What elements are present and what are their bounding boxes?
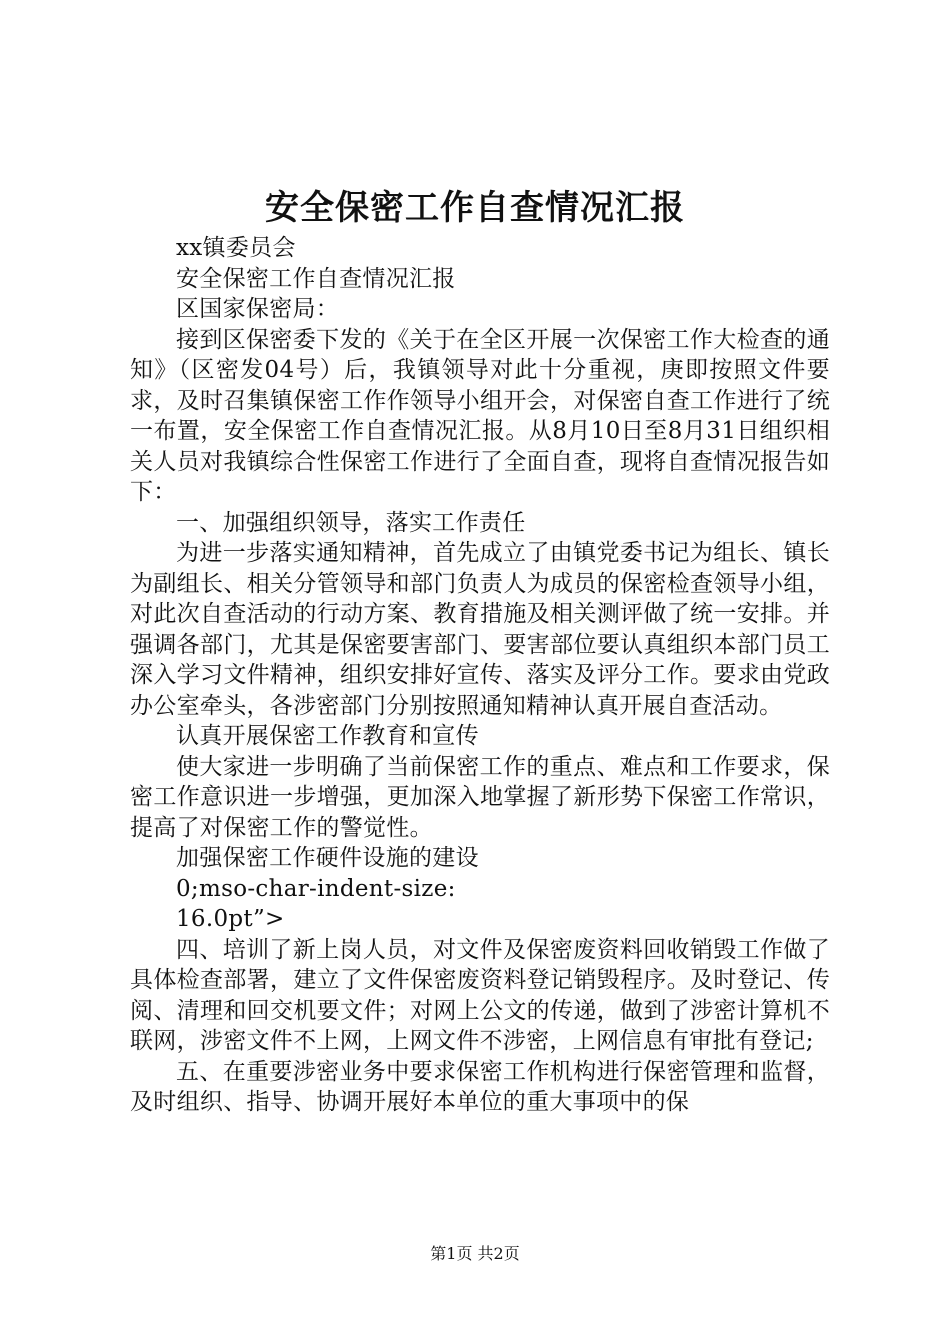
paragraph-recipient: 区国家保密局： <box>176 296 340 322</box>
paragraph-artifact-2: 16.0pt”> <box>176 906 285 932</box>
paragraph-section-4: 四、培训了新上岗人员，对文件及保密废资料回收销毁工作做了具体检查部署，建立了文件保密废资料登记销毁程序。及时登记、传阅、清理和回交机要文件；对网上公文的传递，做到了涉密计算机不联网，涉密文件不上网，上网文件不涉密，上网信息有审批有登记; <box>130 936 830 1054</box>
paragraph-intro: 接到区保密委下发的《关于在全区开展一次保密工作大检查的通知》（区密发04号）后，我镇领导对此十分重视，庚即按照文件要求，及时召集镇保密工作作领导小组开会，对保密自查工作进行了统一布置，安全保密工作自查情况汇报。从8月10日至8月31日组织相关人员对我镇综合性保密工作进行了全面自查，现将自查情况报告如下： <box>130 326 830 505</box>
paragraph-artifact-1: 0;mso-char-indent-size: <box>176 875 456 902</box>
page-footer: 第1页 共2页 <box>430 1244 520 1263</box>
paragraph-section-5: 五、在重要涉密业务中要求保密工作机构进行保密管理和监督，及时组织、指导、协调开展好本单位的重大事项中的保 <box>130 1058 830 1115</box>
paragraph-section-1: 为进一步落实通知精神，首先成立了由镇党委书记为组长、镇长为副组长、相关分管领导和部门负责人为成员的保密检查领导小组，对此次自查活动的行动方案、教育措施及相关测评做了统一安排。并强调各部门，尤其是保密要害部门、要害部位要认真组织本部门员工深入学习文件精神，组织安排好宣传、落实及评分工作。要求由党政办公室牵头，各涉密部门分别按照通知精神认真开展自查活动。 <box>130 540 830 719</box>
paragraph-section-2: 使大家进一步明确了当前保密工作的重点、难点和工作要求，保密工作意识进一步增强，更加深入地掌握了新形势下保密工作常识，提高了对保密工作的警觉性。 <box>130 753 830 841</box>
section-heading-1: 一、加强组织领导，落实工作责任 <box>176 509 526 536</box>
paragraph-addressee-org: xx镇委员会 <box>176 235 296 261</box>
section-heading-2: 认真开展保密工作教育和宣传 <box>176 723 479 749</box>
paragraph-subtitle: 安全保密工作自查情况汇报 <box>176 265 456 292</box>
section-heading-3: 加强保密工作硬件设施的建设 <box>176 845 479 871</box>
document-body <box>130 233 830 1118</box>
document-title: 安全保密工作自查情况汇报 <box>265 188 685 228</box>
